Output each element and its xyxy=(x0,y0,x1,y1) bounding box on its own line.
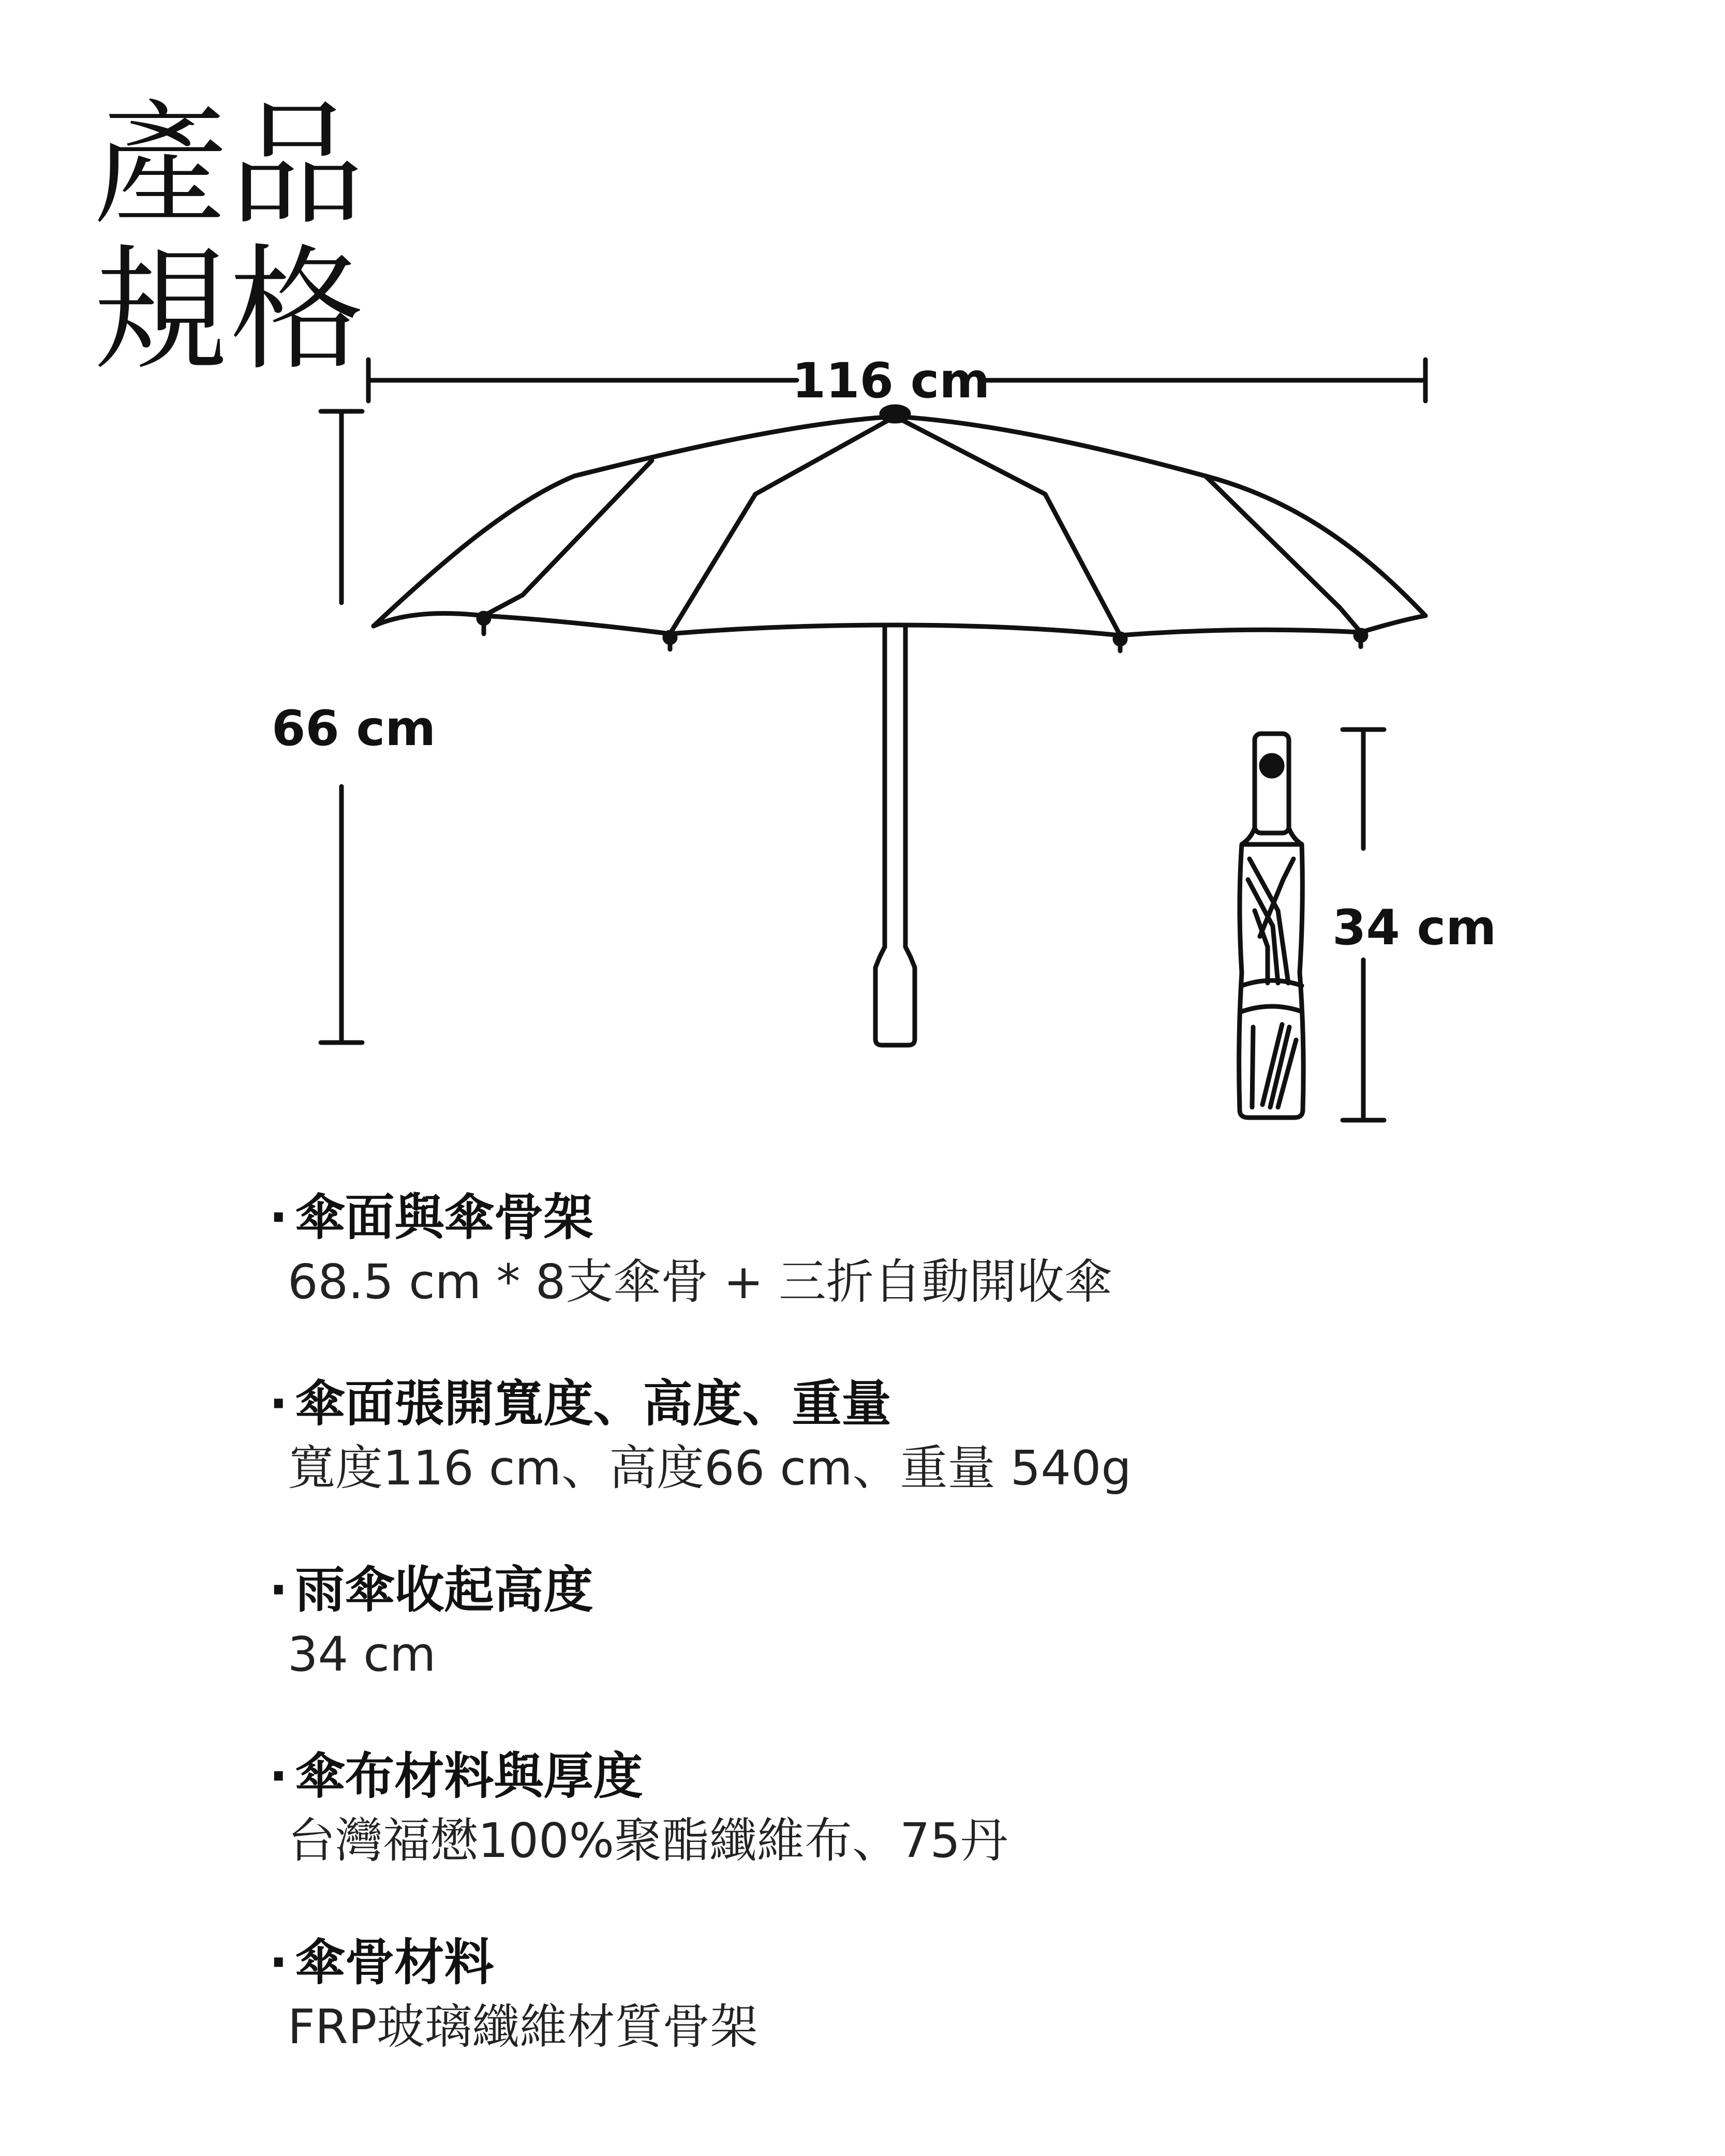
bullet-icon: · xyxy=(269,1188,288,1246)
spec-item xyxy=(269,1371,1563,1500)
page-title-line-2: 規格 xyxy=(93,232,366,389)
spec-value: 寬度116 cm、高度66 cm、重量 540g xyxy=(288,1440,1132,1496)
spec-heading-text: 傘布材料與厚度 xyxy=(295,1747,643,1805)
spec-heading xyxy=(269,1930,1563,1995)
spec-heading-text: 傘面與傘骨架 xyxy=(295,1188,593,1246)
spec-list xyxy=(269,1185,1563,2116)
bullet-icon: · xyxy=(269,1934,288,1991)
spec-heading-text: 傘骨材料 xyxy=(295,1934,494,1991)
page-title-line-1: 產品 xyxy=(93,87,366,244)
spec-item xyxy=(269,1744,1563,1873)
spec-value: 台灣福懋100%聚酯纖維布、75丹 xyxy=(288,1813,1008,1868)
folded-umbrella-icon xyxy=(1239,734,1303,1118)
spec-heading-text: 傘面張開寬度、高度、重量 xyxy=(295,1375,891,1433)
spec-heading xyxy=(269,1371,1563,1436)
spec-item xyxy=(269,1930,1563,2059)
width-label: 116 cm xyxy=(792,353,990,409)
spec-item xyxy=(269,1557,1563,1687)
spec-value: 68.5 cm * 8支傘骨 + 三折自動開收傘 xyxy=(288,1254,1112,1310)
spec-heading-text: 雨傘收起高度 xyxy=(295,1561,593,1619)
spec-value: 34 cm xyxy=(288,1627,436,1682)
height-label: 66 cm xyxy=(272,701,436,757)
spec-heading xyxy=(269,1557,1563,1623)
bullet-icon: · xyxy=(269,1561,288,1619)
bullet-icon: · xyxy=(269,1375,288,1433)
bullet-icon: · xyxy=(269,1747,288,1805)
spec-heading xyxy=(269,1185,1563,1250)
spec-heading xyxy=(269,1744,1563,1809)
folded-height-label: 34 cm xyxy=(1332,900,1497,956)
spec-value: FRP玻璃纖維材質骨架 xyxy=(288,1999,758,2055)
spec-item xyxy=(269,1185,1563,1314)
